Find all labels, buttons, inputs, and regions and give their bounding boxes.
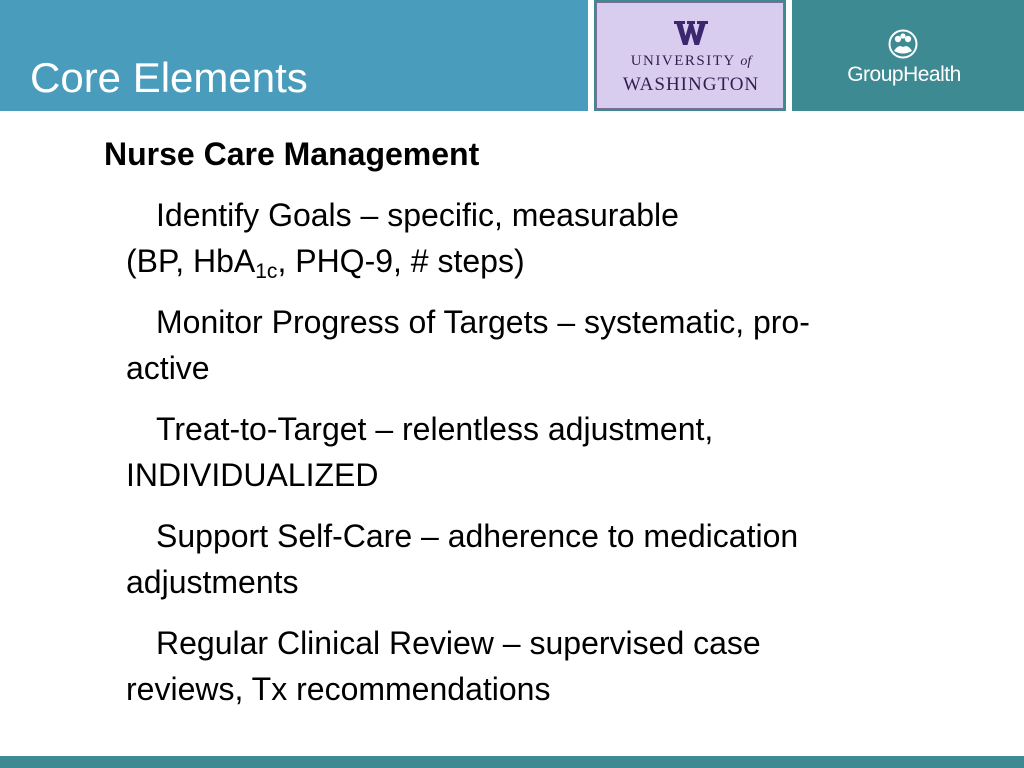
list-item bbox=[126, 513, 986, 605]
uw-w-mark-icon bbox=[597, 21, 785, 50]
list-item-line: Monitor Progress of Targets – systematic, pro- bbox=[156, 304, 810, 340]
list-item bbox=[126, 299, 986, 391]
uw-logo bbox=[596, 2, 784, 109]
slide-header bbox=[0, 0, 1024, 111]
uw-logo-line2: WASHINGTON bbox=[622, 74, 760, 95]
slide-title: Core Elements bbox=[30, 54, 308, 101]
list-item-line: Treat-to-Target – relentless adjustment, bbox=[156, 411, 714, 447]
list-item-line: Support Self-Care – adherence to medication bbox=[156, 518, 799, 554]
section-heading: Nurse Care Management bbox=[104, 136, 480, 172]
list-item-line: adjustments bbox=[126, 564, 299, 600]
list-item bbox=[126, 406, 986, 498]
list-item bbox=[126, 192, 986, 284]
list-item-line: Identify Goals – specific, measurable bbox=[156, 197, 679, 233]
header-divider bbox=[588, 0, 594, 111]
list-item bbox=[126, 620, 986, 712]
list-item-line: INDIVIDUALIZED bbox=[126, 457, 379, 493]
list-item-line: reviews, Tx recommendations bbox=[126, 671, 551, 707]
grouphealth-logo-text: GroupHealth bbox=[847, 63, 961, 86]
list-item-line: (BP, HbA$_{1c}$, PHQ-9, # steps) bbox=[126, 243, 525, 283]
grouphealth-emblem-icon bbox=[886, 29, 920, 64]
uw-logo-line1: UNIVERSITY of bbox=[630, 53, 752, 69]
list-item-line: Regular Clinical Review – supervised case bbox=[156, 625, 761, 661]
slide-footer-band bbox=[0, 756, 1024, 768]
header-divider bbox=[786, 0, 792, 111]
list-item-line: active bbox=[126, 350, 210, 386]
